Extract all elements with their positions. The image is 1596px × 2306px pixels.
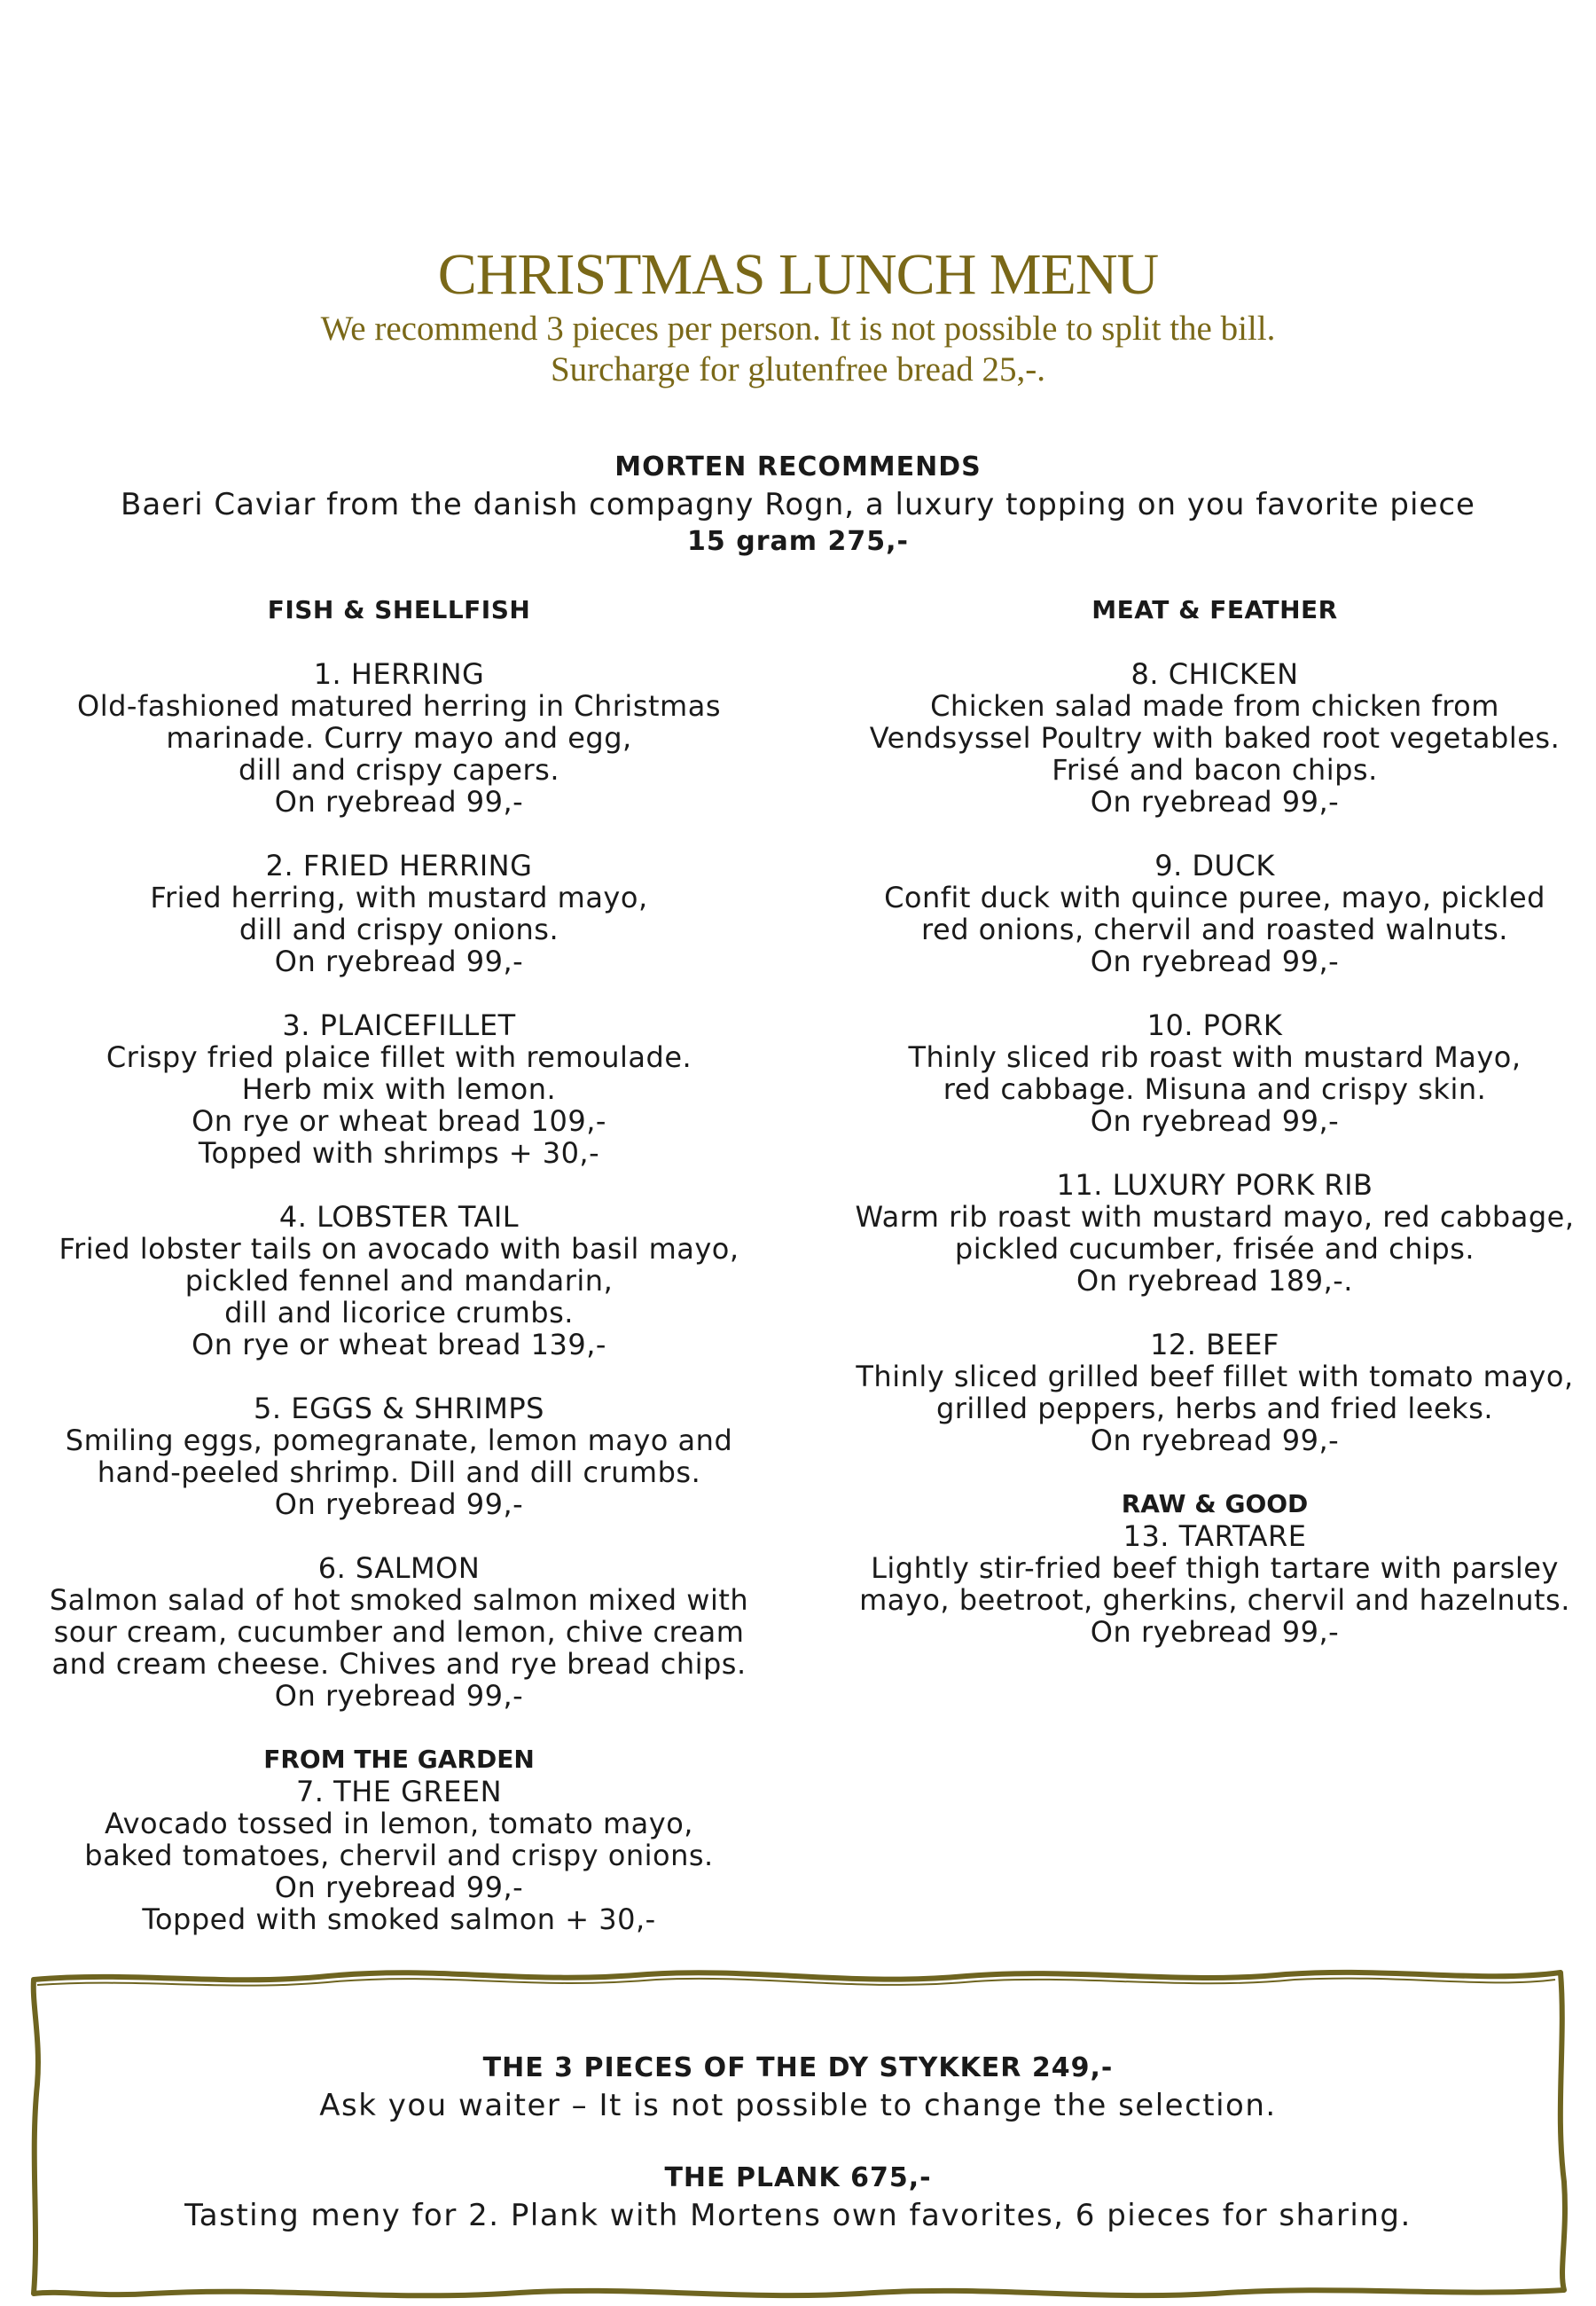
menu-item-chicken	[851, 658, 1578, 818]
item-line: Chicken salad made from chicken from	[930, 689, 1499, 723]
item-line: Smiling eggs, pomegranate, lemon mayo and	[65, 1424, 733, 1457]
item-price: On ryebread 99,-	[274, 945, 524, 978]
item-line: sour cream, cucumber and lemon, chive cream	[53, 1615, 745, 1649]
item-price: On ryebread 99,-	[1090, 1104, 1340, 1138]
meat-feather-column	[851, 594, 1578, 1680]
menu-subtitle-2: Surcharge for glutenfree bread 25,-.	[550, 350, 1046, 388]
item-addon: Topped with shrimps + 30,-	[198, 1136, 600, 1170]
item-line: Warm rib roast with mustard mayo, red cabbage,	[855, 1200, 1575, 1234]
item-line: Fried herring, with mustard mayo,	[150, 881, 648, 914]
item-title: 10. PORK	[1146, 1008, 1283, 1042]
item-price: On ryebread 99,-	[1090, 785, 1340, 819]
item-line: Crispy fried plaice fillet with remoulade.	[106, 1040, 692, 1074]
three-pieces-text: Ask you waiter – It is not possible to change the selection.	[319, 2088, 1277, 2123]
item-price: On ryebread 189,-.	[1076, 1264, 1353, 1298]
item-line: Old-fashioned matured herring in Christmas	[77, 689, 721, 723]
set-menu-content	[27, 2049, 1569, 2233]
item-title: 9. DUCK	[1154, 849, 1275, 882]
menu-item-lobster-tail	[35, 1201, 763, 1361]
item-addon: Topped with smoked salmon + 30,-	[142, 1902, 656, 1936]
menu-item-duck	[851, 850, 1578, 977]
menu-item-beef	[851, 1329, 1578, 1456]
menu-title: CHRISTMAS LUNCH MENU	[437, 242, 1159, 307]
item-line: dill and crispy onions.	[239, 913, 559, 946]
item-line: Salmon salad of hot smoked salmon mixed with	[49, 1583, 749, 1617]
item-line: pickled cucumber, frisée and chips.	[954, 1232, 1475, 1266]
menu-item-luxury-pork-rib	[851, 1169, 1578, 1297]
item-title: 2. FRIED HERRING	[265, 849, 533, 882]
item-price: On ryebread 99,-	[1090, 945, 1340, 978]
item-line: Frisé and bacon chips.	[1052, 753, 1378, 787]
item-title: 13. TARTARE	[1123, 1519, 1307, 1553]
fish-shellfish-column	[35, 594, 763, 1967]
item-price: On ryebread 99,-	[274, 785, 524, 819]
item-line: mayo, beetroot, gherkins, chervil and hazelnuts.	[859, 1583, 1570, 1617]
item-price: On ryebread 99,-	[1090, 1424, 1340, 1457]
item-title: 3. PLAICEFILLET	[282, 1008, 516, 1042]
category-from-the-garden: FROM THE GARDEN	[263, 1745, 535, 1774]
item-price: On ryebread 99,-	[274, 1487, 524, 1521]
morten-recommends	[0, 448, 1596, 561]
menu-item-plaicefillet	[35, 1009, 763, 1169]
plank-text: Tasting meny for 2. Plank with Mortens own favorites, 6 pieces for sharing.	[184, 2198, 1412, 2233]
recommends-heading: MORTEN RECOMMENDS	[614, 451, 982, 482]
item-title: 8. CHICKEN	[1130, 657, 1299, 691]
menu-item-salmon	[35, 1552, 763, 1712]
item-price: On ryebread 99,-	[274, 1679, 524, 1713]
menu-header	[0, 241, 1596, 390]
item-line: Thinly sliced rib roast with mustard Mayo,	[908, 1040, 1522, 1074]
menu-item-the-green	[35, 1776, 763, 1935]
item-line: hand-peeled shrimp. Dill and dill crumbs.	[97, 1455, 701, 1489]
item-line: pickled fennel and mandarin,	[184, 1264, 614, 1298]
item-price: On ryebread 99,-	[274, 1871, 524, 1904]
menu-item-eggs-shrimps	[35, 1392, 763, 1520]
category-meat-feather: MEAT & FEATHER	[1091, 595, 1338, 624]
item-line: Lightly stir-fried beef thigh tartare with parsley	[871, 1551, 1559, 1585]
item-line: Fried lobster tails on avocado with basil mayo,	[59, 1232, 739, 1266]
item-line: and cream cheese. Chives and rye bread chips.	[51, 1647, 747, 1681]
item-title: 1. HERRING	[313, 657, 485, 691]
item-title: 11. LUXURY PORK RIB	[1056, 1168, 1373, 1202]
menu-item-pork	[851, 1009, 1578, 1137]
item-line: dill and crispy capers.	[239, 753, 559, 787]
item-line: red onions, chervil and roasted walnuts.	[921, 913, 1508, 946]
item-title: 12. BEEF	[1150, 1328, 1279, 1361]
set-menu-box	[27, 1960, 1569, 2299]
item-price: On rye or wheat bread 109,-	[192, 1104, 606, 1138]
item-line: Thinly sliced grilled beef fillet with tomato mayo,	[856, 1360, 1574, 1393]
item-title: 5. EGGS & SHRIMPS	[254, 1392, 544, 1425]
item-line: Vendsyssel Poultry with baked root vegetables.	[869, 721, 1561, 755]
item-price: On rye or wheat bread 139,-	[192, 1328, 606, 1361]
menu-item-tartare	[851, 1520, 1578, 1648]
menu-item-fried-herring	[35, 850, 763, 977]
item-title: 7. THE GREEN	[295, 1775, 503, 1808]
item-line: Avocado tossed in lemon, tomato mayo,	[105, 1807, 693, 1840]
menu-subtitle-1: We recommend 3 pieces per person. It is not possible to split the bill.	[320, 310, 1276, 348]
item-price: On ryebread 99,-	[1090, 1615, 1340, 1649]
recommends-description: Baeri Caviar from the danish compagny Rogn, a luxury topping on you favorite piece	[121, 487, 1475, 522]
plank-heading: THE PLANK 675,-	[664, 2162, 932, 2193]
item-title: 4. LOBSTER TAIL	[278, 1200, 520, 1234]
item-line: Confit duck with quince puree, mayo, pickled	[884, 881, 1545, 914]
menu-item-herring	[35, 658, 763, 818]
item-title: 6. SALMON	[317, 1551, 481, 1585]
item-line: dill and licorice crumbs.	[224, 1296, 574, 1329]
item-line: Herb mix with lemon.	[241, 1072, 557, 1106]
item-line: marinade. Curry mayo and egg,	[166, 721, 632, 755]
three-pieces-heading: THE 3 PIECES OF THE DY STYKKER 249,-	[482, 2052, 1114, 2083]
category-fish-shellfish: FISH & SHELLFISH	[267, 595, 531, 624]
item-line: grilled peppers, herbs and fried leeks.	[935, 1392, 1494, 1425]
item-line: red cabbage. Misuna and crispy skin.	[943, 1072, 1487, 1106]
item-line: baked tomatoes, chervil and crispy onions.	[84, 1839, 714, 1872]
category-raw-good: RAW & GOOD	[1121, 1489, 1309, 1518]
recommends-price: 15 gram 275,-	[687, 526, 909, 557]
